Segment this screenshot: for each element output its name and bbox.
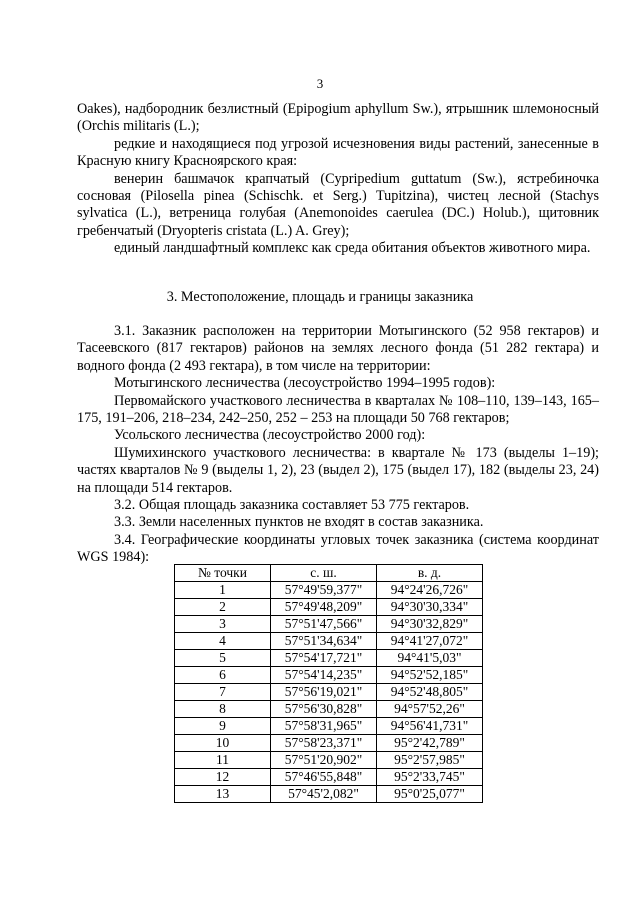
column-header-latitude: с. ш. bbox=[271, 565, 377, 582]
paragraph: Усольского лесничества (лесоустройство 2000 год): bbox=[114, 427, 426, 444]
coordinates-table bbox=[174, 564, 483, 803]
table-row bbox=[175, 718, 483, 735]
table-row bbox=[175, 769, 483, 786]
table-row bbox=[175, 735, 483, 752]
table-row bbox=[175, 752, 483, 769]
latitude-cell: 57°51'34,634" bbox=[271, 633, 377, 650]
paragraph: 3.3. Земли населенных пунктов не входят в состав заказника. bbox=[114, 514, 484, 531]
latitude-cell: 57°58'31,965" bbox=[271, 718, 377, 735]
table-row bbox=[175, 786, 483, 803]
table-row bbox=[175, 701, 483, 718]
table-header-row bbox=[175, 565, 483, 582]
paragraph: Мотыгинского лесничества (лесоустройство 1994–1995 годов): bbox=[114, 375, 496, 392]
longitude-cell: 94°41'5,03" bbox=[377, 650, 483, 667]
longitude-cell: 95°2'57,985" bbox=[377, 752, 483, 769]
point-number-cell: 5 bbox=[175, 650, 271, 667]
latitude-cell: 57°49'59,377" bbox=[271, 582, 377, 599]
point-number-cell: 12 bbox=[175, 769, 271, 786]
latitude-cell: 57°58'23,371" bbox=[271, 735, 377, 752]
point-number-cell: 11 bbox=[175, 752, 271, 769]
longitude-cell: 95°0'25,077" bbox=[377, 786, 483, 803]
longitude-cell: 94°30'32,829" bbox=[377, 616, 483, 633]
column-header-longitude: в. д. bbox=[377, 565, 483, 582]
paragraph: 3.1. Заказник расположен на территории Мотыгинского (52 958 гектаров) и Тасеевского (817 гектаров) районов на землях лесного фонда (51 282 гектара) и водного фонда (2 493 гектара), в том числе на территории: bbox=[77, 323, 599, 374]
paragraph: единый ландшафтный комплекс как среда обитания объектов животного мира. bbox=[114, 240, 591, 257]
paragraph: редкие и находящиеся под угрозой исчезновения виды растений, занесенные в Красную книгу Красноярского края: bbox=[77, 135, 599, 170]
point-number-cell: 9 bbox=[175, 718, 271, 735]
paragraph: Шумихинского участкового лесничества: в квартале № 173 (выделы 1–19); частях кварталов № 9 (выделы 1, 2), 23 (выдел 2), 175 (выдел 17), 182 (выделы 23, 24) на площади 514 гектаров. bbox=[77, 444, 599, 496]
longitude-cell: 94°41'27,072" bbox=[377, 633, 483, 650]
table-row bbox=[175, 650, 483, 667]
longitude-cell: 94°30'30,334" bbox=[377, 599, 483, 616]
longitude-cell: 94°24'26,726" bbox=[377, 582, 483, 599]
table-row bbox=[175, 684, 483, 701]
paragraph: 3.2. Общая площадь заказника составляет 53 775 гектаров. bbox=[114, 497, 470, 514]
latitude-cell: 57°56'19,021" bbox=[271, 684, 377, 701]
longitude-cell: 95°2'42,789" bbox=[377, 735, 483, 752]
point-number-cell: 8 bbox=[175, 701, 271, 718]
page-number: 3 bbox=[316, 76, 324, 91]
section-heading: 3. Местоположение, площадь и границы заказника bbox=[166, 289, 474, 305]
longitude-cell: 94°52'48,805" bbox=[377, 684, 483, 701]
latitude-cell: 57°51'47,566" bbox=[271, 616, 377, 633]
paragraph: венерин башмачок крапчатый (Cypripedium guttatum (Sw.), ястребиночка сосновая (Pilosella pinea (Schischk. et Serg.) Tupitzina), чистец лесной (Stachys sylvatica (L.), ветреница голубая (Anemonoides caerulea (DC.) Holub.), щитовник гребенчатый (Dryopteris cristata (L.) A. Grey); bbox=[77, 170, 599, 239]
table-row bbox=[175, 616, 483, 633]
paragraph: Oakes), надбородник безлистный (Epipogium aphyllum Sw.), ятрышник шлемоносный (Orchis militaris (L.); bbox=[77, 101, 599, 135]
point-number-cell: 6 bbox=[175, 667, 271, 684]
paragraph: Первомайского участкового лесничества в кварталах № 108–110, 139–143, 165–175, 191–206, 218–234, 242–250, 252 – 253 на площади 50 768 гектаров; bbox=[77, 392, 599, 427]
point-number-cell: 7 bbox=[175, 684, 271, 701]
latitude-cell: 57°54'17,721" bbox=[271, 650, 377, 667]
longitude-cell: 94°57'52,26" bbox=[377, 701, 483, 718]
point-number-cell: 1 bbox=[175, 582, 271, 599]
point-number-cell: 13 bbox=[175, 786, 271, 803]
point-number-cell: 4 bbox=[175, 633, 271, 650]
longitude-cell: 94°52'52,185" bbox=[377, 667, 483, 684]
table-row bbox=[175, 633, 483, 650]
longitude-cell: 95°2'33,745" bbox=[377, 769, 483, 786]
latitude-cell: 57°56'30,828" bbox=[271, 701, 377, 718]
table-row bbox=[175, 667, 483, 684]
text-block-location bbox=[77, 323, 599, 567]
latitude-cell: 57°46'55,848" bbox=[271, 769, 377, 786]
latitude-cell: 57°45'2,082" bbox=[271, 786, 377, 803]
latitude-cell: 57°54'14,235" bbox=[271, 667, 377, 684]
point-number-cell: 3 bbox=[175, 616, 271, 633]
paragraph: 3.4. Географические координаты угловых точек заказника (система координат WGS 1984): bbox=[77, 531, 599, 566]
text-block-species bbox=[77, 101, 599, 258]
longitude-cell: 94°56'41,731" bbox=[377, 718, 483, 735]
table-row bbox=[175, 582, 483, 599]
latitude-cell: 57°49'48,209" bbox=[271, 599, 377, 616]
table-row bbox=[175, 599, 483, 616]
point-number-cell: 10 bbox=[175, 735, 271, 752]
column-header-point: № точки bbox=[175, 565, 271, 582]
latitude-cell: 57°51'20,902" bbox=[271, 752, 377, 769]
point-number-cell: 2 bbox=[175, 599, 271, 616]
